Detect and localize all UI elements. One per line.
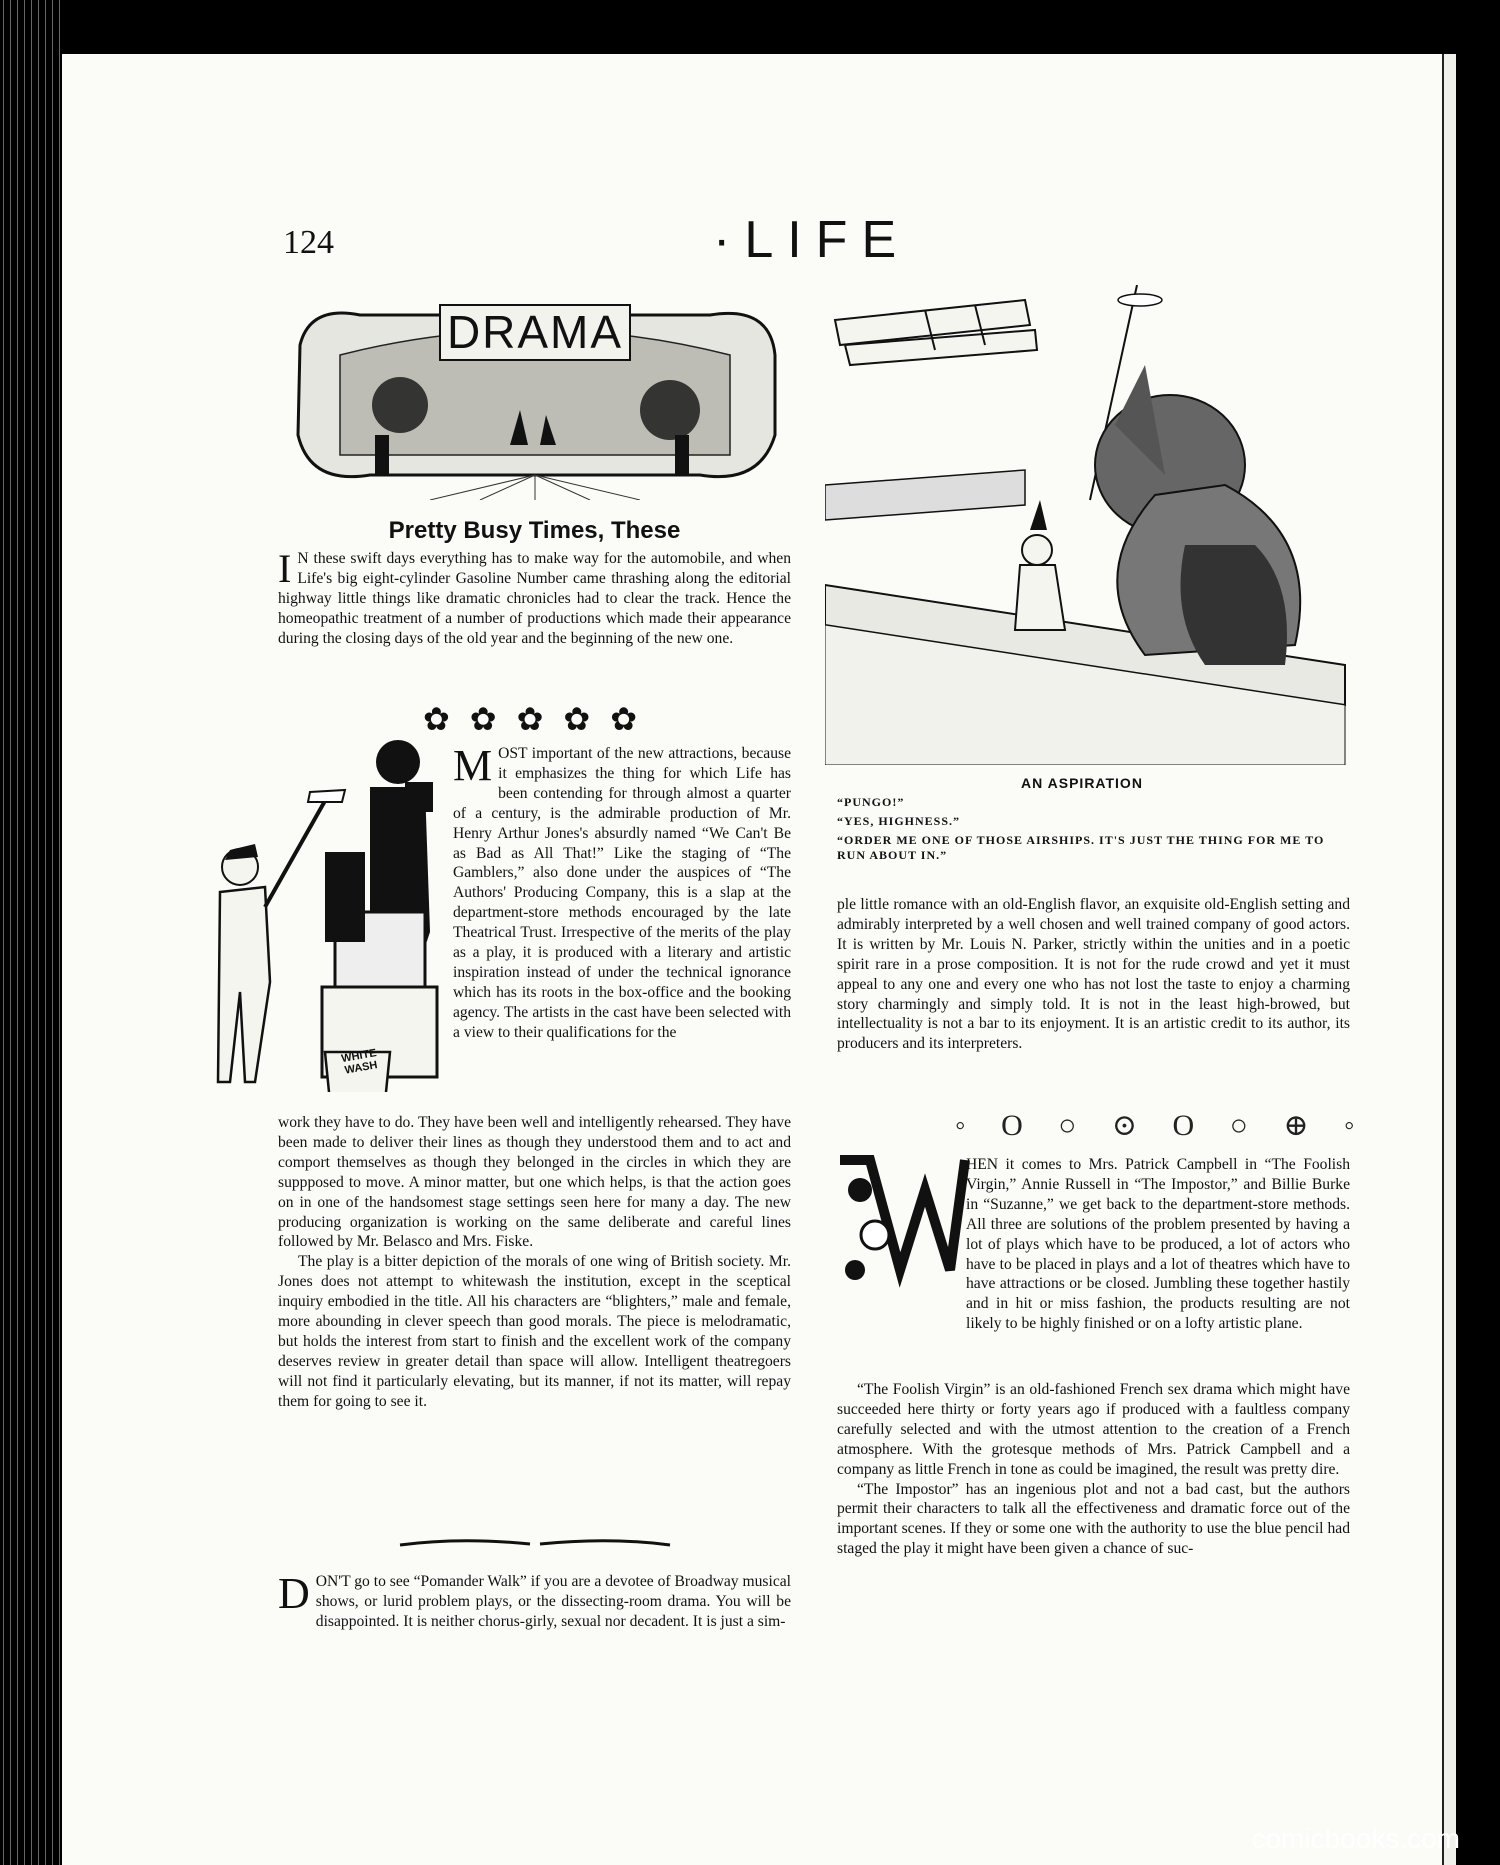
cartoon-caption (837, 775, 1327, 867)
article-headline: Pretty Busy Times, These (388, 517, 681, 544)
right-column-bottom (966, 1155, 1350, 1334)
drama-banner-title: DRAMA (446, 306, 624, 358)
masthead-title: ·LIFE (713, 211, 911, 269)
intro-paragraph (278, 546, 791, 649)
review2-column (278, 1569, 791, 1632)
facing-page-edge (1442, 54, 1456, 1865)
review1-para1-cont: work they have to do. They have been well and intelligently rehearsed. They have been made to deliver their lines as though they understood them and to act and comport themselves as though they belonged in the circles in which they are suppposed to move. A minor matter, but one which helps, is that the action goes on in one of the handsomest stage settings seen here for many a day. The new producing organization is working on the same deliberate and careful lines followed by Mr. Belasco and Mrs. Fiske. (278, 1114, 791, 1251)
book-spine (0, 0, 62, 1865)
review1-column (453, 741, 791, 1043)
right-para2: HEN it comes to Mrs. Patrick Campbell in “The Foolish Virgin,” Annie Russell in “The Impostor,” and Billie Burke in “Suzanne,” we get back to the department-store methods. All three are solutions of the problem presented by having a lot of plays which have to be produced, a lot of actors who have to be placed in plays and a lot of theatres which have to have attractions or be closed. Jumbling these together hastily and in hit or miss fashion, the products resulting are not likely to be highly finished or on a lofty artistic plane. (966, 1156, 1350, 1333)
w-dropcap-illustration (830, 1150, 970, 1300)
intro-dropcap: I (278, 546, 292, 591)
review1-para2: The play is a bitter depiction of the morals of one wing of British society. Mr. Jones does not attempt to whitewash the institution, except in the sceptical inquiry embodied in the title. All his characters are “blighters,” male and female, more abounding in clever speech than good morals. The piece is melodramatic, but holds the interest from start to finish and the excellent work of the company deserves review in greater detail than space will allow. Intelligent theatregoers will not find it particularly elevating, but its manner, if not its matter, will repay them for going to see it. (278, 1253, 791, 1410)
review2-dropcap: D (278, 1569, 310, 1618)
ornament-row: ✿✿✿✿✿ (422, 701, 658, 737)
section-divider (390, 1537, 680, 1551)
caption-line-3: “ORDER ME ONE OF THOSE AIRSHIPS. IT'S JUST THE THING FOR ME TO RUN ABOUT IN.” (837, 833, 1325, 862)
right-para1: ple little romance with an old-English flavor, an exquisite old-English setting and admirably interpreted by a well chosen and well trained company of good actors. It is written by Mr. Louis N. Parker, strictly within the unities and in a poetic spirit rare in a prose composition. It is not for the rude crowd and yet it must appeal to any one and every one who has not lost the taste to enjoy a charming story charmingly and simply told. It is not in the least high-browed, but intellectuality is not a bar to its enjoyment. It is an artistic credit to its author, its producers and its interpreters. (837, 896, 1350, 1053)
review2-para1: ON'T go to see “Pomander Walk” if you are a devotee of Broadway musical shows, or lurid problem plays, or the dissecting-room drama. You will be disappointed. It is neither chorus-girly, sexual nor decadent. It is just a sim- (315, 1573, 791, 1630)
caption-title: AN ASPIRATION (1021, 775, 1143, 791)
review1-dropcap: M (453, 741, 493, 790)
circle-ornament-row: ◦ O ○ ⊙ O ○ ⊕ ◦ (955, 1109, 1369, 1142)
right-para4: “The Impostor” has an ingenious plot and not a bad cast, but the authors permit their characters to talk all the effectiveness and dramatic force out of the important scenes. If they or some one with the authority to use the blue pencil had staged the play it might have been given a chance of suc- (837, 1480, 1350, 1558)
page-number: 124 (283, 224, 334, 261)
right-column-cont (837, 1380, 1350, 1559)
intro-text: N these swift days everything has to make way for the automobile, and when Life's big eight-cylinder Gasoline Number came thrashing along the editorial highway little things like dramatic chronicles had to clear the track. Hence the homeopathic treatment of a number of productions which made their appearance during the closing days of the old year and the beginning of the new one. (278, 550, 791, 647)
caption-line-2: “YES, HIGHNESS.” (837, 814, 961, 828)
right-column-top (837, 895, 1350, 1054)
whitewash-bucket-label: WHITE WASH (340, 1047, 379, 1077)
review1-para1: OST important of the new attractions, because it emphasizes the thing for which Life has been contending for through almost a quarter of a century, is the admirable production of Mr. Henry Arthur Jones's absurdly named “We Can't Be as Bad as All That!” Like the staging of “The Gamblers,” also done under the auspices of “The Authors' Producing Company, this is a slap at the department-store methods encouraged by the late Theatrical Trust. Irrespective of the merits of the play as a play, it is produced with a literary and artistic inspiration instead of under the technical ignorance which has its roots in the box-office and the booking agency. The artists in the cast have been selected with a view to their qualifications for the (453, 745, 791, 1041)
caption-line-1: “PUNGO!” (837, 795, 905, 809)
whitewash-illustration (210, 732, 450, 1092)
elephant-airship-cartoon (825, 285, 1355, 765)
watermark: comicbooks.com (1251, 1823, 1460, 1854)
right-para3: “The Foolish Virgin” is an old-fashioned French sex drama which might have succeeded here thirty or forty years ago if produced with a faultless company carefully selected and with the utmost attention to the creation of a French atmosphere. With the grotesque methods of Mrs. Patrick Campbell and a company as little French in tone as could be imagined, the result was pretty dire. (837, 1381, 1350, 1478)
review1-continued (278, 1113, 791, 1412)
